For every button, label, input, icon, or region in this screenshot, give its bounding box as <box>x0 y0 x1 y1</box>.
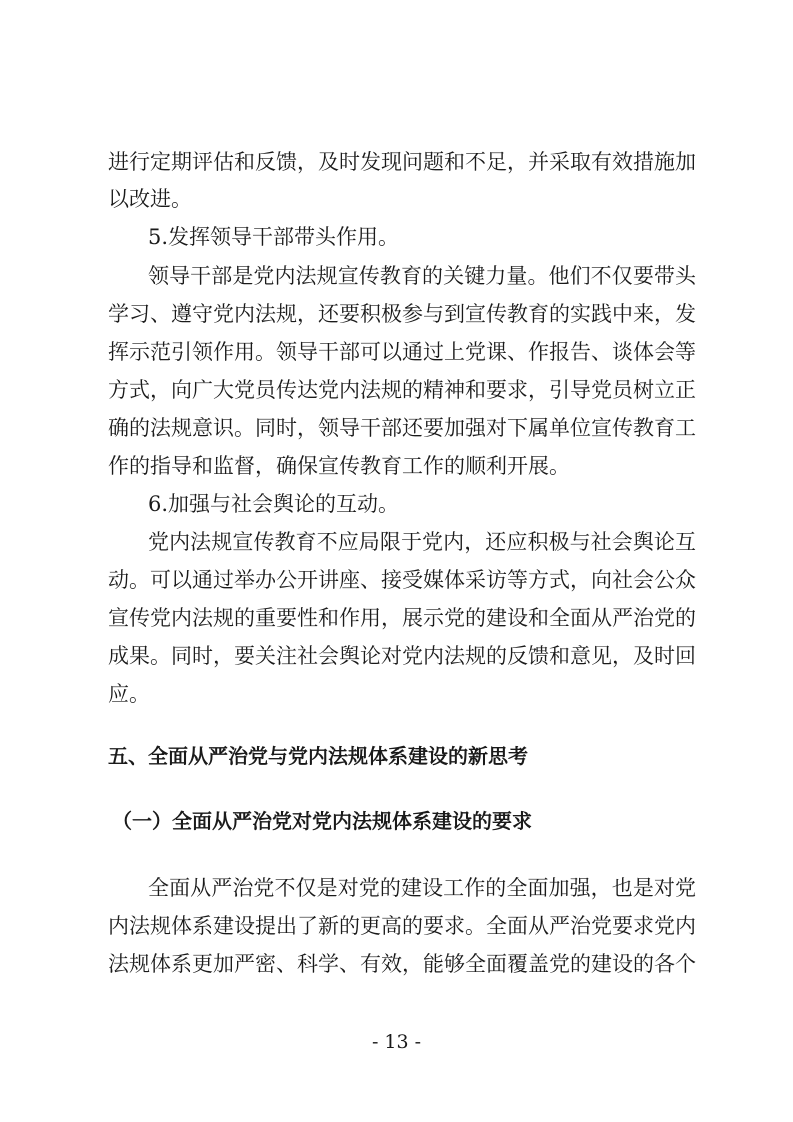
list-item-title: 6.加强与社会舆论的互动。 <box>148 492 400 516</box>
page-number: - 13 - <box>371 1031 422 1053</box>
list-item-title: 5.发挥领导干部带头作用。 <box>148 225 400 249</box>
paragraph-line: 应。 <box>108 682 150 706</box>
paragraph-line: 进行定期评估和反馈，及时发现问题和不足，并采取有效措施加 <box>108 150 696 174</box>
subsection-heading: （一）全面从严治党对党内法规体系建设的要求 <box>112 809 532 833</box>
paragraph-line: 法规体系更加严密、科学、有效，能够全面覆盖党的建设的各个 <box>108 952 696 976</box>
paragraph-line: 党内法规宣传教育不应局限于党内，还应积极与社会舆论互 <box>148 530 696 554</box>
paragraph-line: 确的法规意识。同时，领导干部还要加强对下属单位宣传教育工 <box>108 416 696 440</box>
paragraph-line: 宣传党内法规的重要性和作用，展示党的建设和全面从严治党的 <box>108 606 696 630</box>
paragraph-line: 全面从严治党不仅是对党的建设工作的全面加强，也是对党 <box>148 876 696 900</box>
paragraph-line: 领导干部是党内法规宣传教育的关键力量。他们不仅要带头 <box>148 264 696 288</box>
paragraph-line: 内法规体系建设提出了新的更高的要求。全面从严治党要求党内 <box>108 914 696 938</box>
paragraph-line: 学习、遵守党内法规，还要积极参与到宣传教育的实践中来，发 <box>108 302 696 326</box>
paragraph-line: 挥示范引领作用。领导干部可以通过上党课、作报告、谈体会等 <box>108 340 696 364</box>
paragraph-line: 作的指导和监督，确保宣传教育工作的顺利开展。 <box>108 454 570 478</box>
paragraph-line: 方式，向广大党员传达党内法规的精神和要求，引导党员树立正 <box>108 378 696 402</box>
section-heading: 五、全面从严治党与党内法规体系建设的新思考 <box>108 744 528 768</box>
paragraph-line: 成果。同时，要关注社会舆论对党内法规的反馈和意见，及时回 <box>108 644 696 668</box>
paragraph-line: 以改进。 <box>108 187 192 211</box>
paragraph-line: 动。可以通过举办公开讲座、接受媒体采访等方式，向社会公众 <box>108 568 696 592</box>
